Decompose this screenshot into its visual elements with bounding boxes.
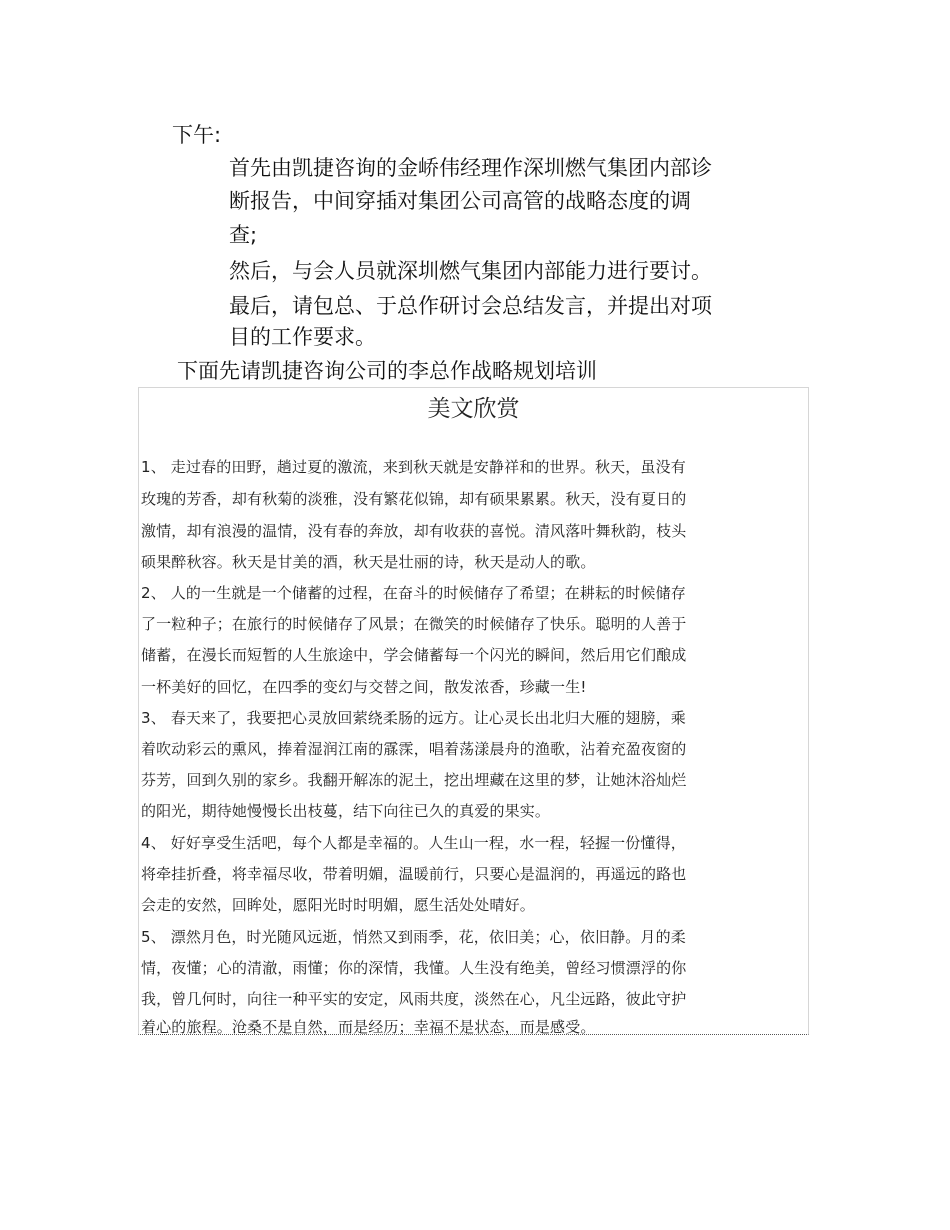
paragraph-line: 2、 人的一生就是一个储蓄的过程，在奋斗的时候储存了希望；在耕耘的时候储存	[141, 584, 686, 602]
paragraph-line: 4、 好好享受生活吧，每个人都是幸福的。人生山一程，水一程，轻握一份懂得，	[141, 834, 686, 852]
agenda-line: 然后，与会人员就深圳燃气集团内部能力进行要讨。	[229, 259, 712, 283]
paragraph-line: 会走的安然，回眸处，愿阳光时时明媚，愿生活处处晴好。	[141, 896, 535, 914]
paragraph-line: 储蓄，在漫长而短暂的人生旅途中，学会储蓄每一个闪光的瞬间，然后用它们酿成	[141, 646, 687, 664]
paragraph-line: 的阳光，期待她慢慢长出枝蔓，结下向往已久的真爱的果实。	[141, 802, 551, 820]
paragraph-line: 玫瑰的芳香，却有秋菊的淡雅，没有繁花似锦，却有硕果累累。秋天，没有夏日的	[141, 490, 687, 508]
paragraph-line: 情，夜懂；心的清澈，雨懂；你的深情，我懂。人生没有绝美，曾经习惯漂浮的你	[141, 959, 687, 977]
paragraph-line: 将牵挂折叠，将幸福尽收，带着明媚，温暖前行，只要心是温润的，再遥远的路也	[141, 865, 687, 883]
paragraph-line: 我，曾几何时，向往一种平实的安定，风雨共度，淡然在心，凡尘远路，彼此守护	[141, 990, 687, 1008]
training-intro-line: 下面先请凯捷咨询公司的李总作战略规划培训	[177, 359, 597, 383]
agenda-line: 查;	[229, 223, 258, 247]
essay-title: 美文欣赏	[427, 396, 520, 422]
paragraph-line: 着吹动彩云的熏风，捧着湿润江南的霡霂，唱着荡漾晨舟的渔歌，沾着充盈夜窗的	[141, 740, 687, 758]
agenda-line: 最后，请包总、于总作研讨会总结发言，并提出对项	[229, 294, 712, 318]
paragraph-line: 激情，却有浪漫的温情，没有春的奔放，却有收获的喜悦。清风落叶舞秋韵，枝头	[141, 522, 687, 540]
paragraph-line: 1、 走过春的田野，趟过夏的激流，来到秋天就是安静祥和的世界。秋天，虽没有	[141, 458, 686, 476]
paragraph-line: 硕果醉秋容。秋天是甘美的酒，秋天是壮丽的诗，秋天是动人的歌。	[141, 553, 596, 571]
paragraph-line: 了一粒种子；在旅行的时候储存了风景；在微笑的时候储存了快乐。聪明的人善于	[141, 615, 687, 633]
paragraph-line: 3、 春天来了，我要把心灵放回萦绕柔肠的远方。让心灵长出北归大雁的翅膀，乘	[141, 709, 686, 727]
essay-box	[138, 387, 809, 1035]
afternoon-label: 下午:	[172, 123, 222, 147]
paragraph-line: 一杯美好的回忆，在四季的变幻与交替之间，散发浓香，珍藏一生!	[141, 678, 587, 696]
agenda-line: 目的工作要求。	[229, 325, 376, 349]
agenda-line: 首先由凯捷咨询的金峤伟经理作深圳燃气集团内部诊	[229, 156, 712, 180]
paragraph-line: 着心的旅程。沧桑不是自然，而是经历；幸福不是状态，而是感受。	[141, 1018, 596, 1036]
paragraph-line: 芬芳，回到久别的家乡。我翻开解冻的泥土，挖出埋藏在这里的梦，让她沐浴灿烂	[141, 771, 687, 789]
agenda-line: 断报告，中间穿插对集团公司高管的战略态度的调	[229, 189, 691, 213]
paragraph-line: 5、 漂然月色，时光随风远逝，悄然又到雨季，花，依旧美；心，依旧静。月的柔	[141, 928, 686, 946]
